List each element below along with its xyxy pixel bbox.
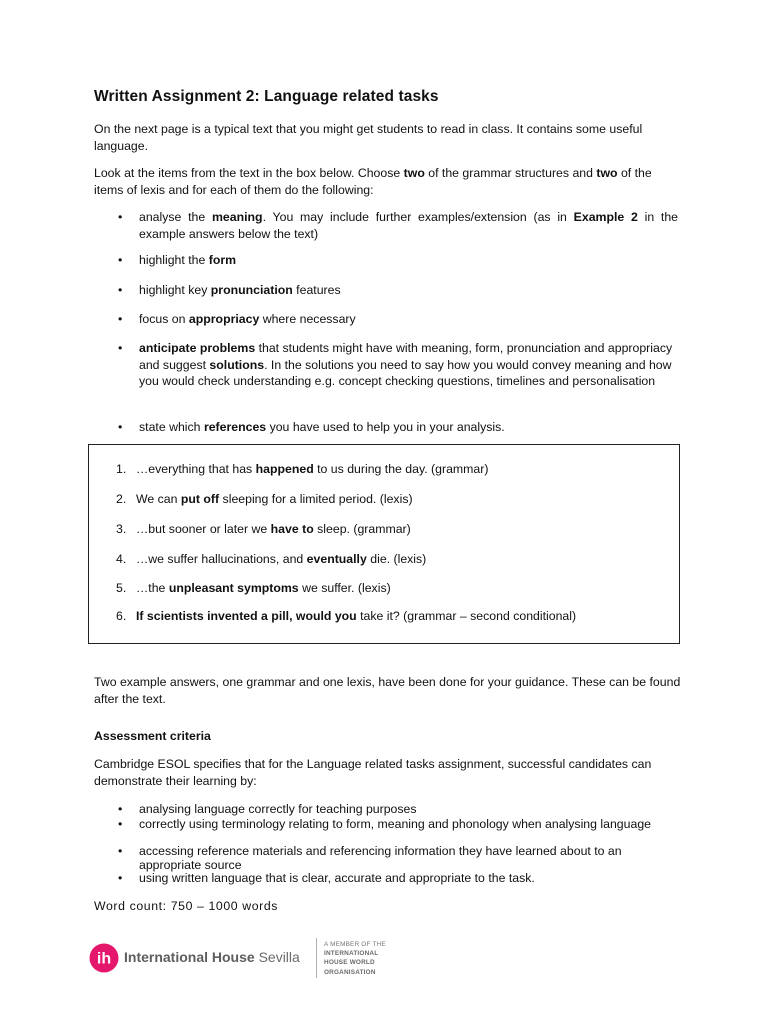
task-bullet-references: • state which references you have used to help you in your analysis. [118,420,505,434]
bullet-icon: • [118,420,123,434]
task-bullet-pronunciation: • highlight key pronunciation features [118,283,341,297]
bullet-icon: • [118,844,123,858]
task-bullet-problems: • anticipate problems that students might have with meaning, form, pronunciation and appropriacy and suggest solutions. In the solutions you need to say how you would convey meaning and how you would check understanding e.g. concept checking questions, timelines and personalisation [118,341,673,388]
example-answers-note: Two example answers, one grammar and one lexis, have been done for your guidance. These can be found after the text. [94,675,681,706]
bullet-icon: • [118,210,123,224]
assessment-intro: Cambridge ESOL specifies that for the Language related tasks assignment, successful candidates can demonstrate their learning by: [94,757,652,788]
page-title: Written Assignment 2: Language related tasks [94,88,439,105]
language-item: 6. If scientists invented a pill, would you take it? (grammar – second conditional) [116,609,577,623]
bullet-icon: • [118,312,123,326]
task-bullet-meaning: • analyse the meaning. You may include further examples/extension (as in Example 2 in the example answers below the text) [118,210,679,241]
task-bullet-appropriacy: • focus on appropriacy where necessary [118,312,356,326]
criteria-item: • correctly using terminology relating to form, meaning and phonology when analysing language [118,817,651,831]
bullet-icon: • [118,283,123,297]
task-bullet-form: • highlight the form [118,253,237,267]
logo-text: ih [96,950,112,968]
word-count: Word count: 750 – 1000 words [94,899,279,913]
footer-divider [316,938,317,978]
criteria-item: • accessing reference materials and referencing information they have learned about to an appropriate source [118,844,622,872]
criteria-item: • analysing language correctly for teaching purposes [118,802,417,816]
language-item: 3. …but sooner or later we have to sleep. (grammar) [116,522,411,536]
bullet-icon: • [118,802,123,816]
instructions-paragraph: Look at the items from the text in the box below. Choose two of the grammar structures and two of the items of lexis and for each of them do the following: [94,166,652,197]
membership-note: A MEMBER OF THE INTERNATIONAL HOUSE WORLD ORGANISATION [324,941,386,976]
language-item: 5. …the unpleasant symptoms we suffer. (lexis) [116,581,391,595]
brand-name: International House Sevilla [124,949,300,965]
assessment-heading: Assessment criteria [94,729,211,743]
intro-paragraph: On the next page is a typical text that you might get students to read in class. It contains some useful language. [94,122,643,153]
bullet-icon: • [118,253,123,267]
bullet-icon: • [118,817,123,831]
language-item: 1. …everything that has happened to us during the day. (grammar) [116,462,489,476]
language-item: 4. …we suffer hallucinations, and eventually die. (lexis) [116,552,427,566]
language-item: 2. We can put off sleeping for a limited period. (lexis) [116,492,413,506]
bullet-icon: • [118,871,123,885]
ih-logo-icon [89,943,119,973]
bullet-icon: • [118,341,123,355]
criteria-item: • using written language that is clear, accurate and appropriate to the task. [118,871,535,885]
